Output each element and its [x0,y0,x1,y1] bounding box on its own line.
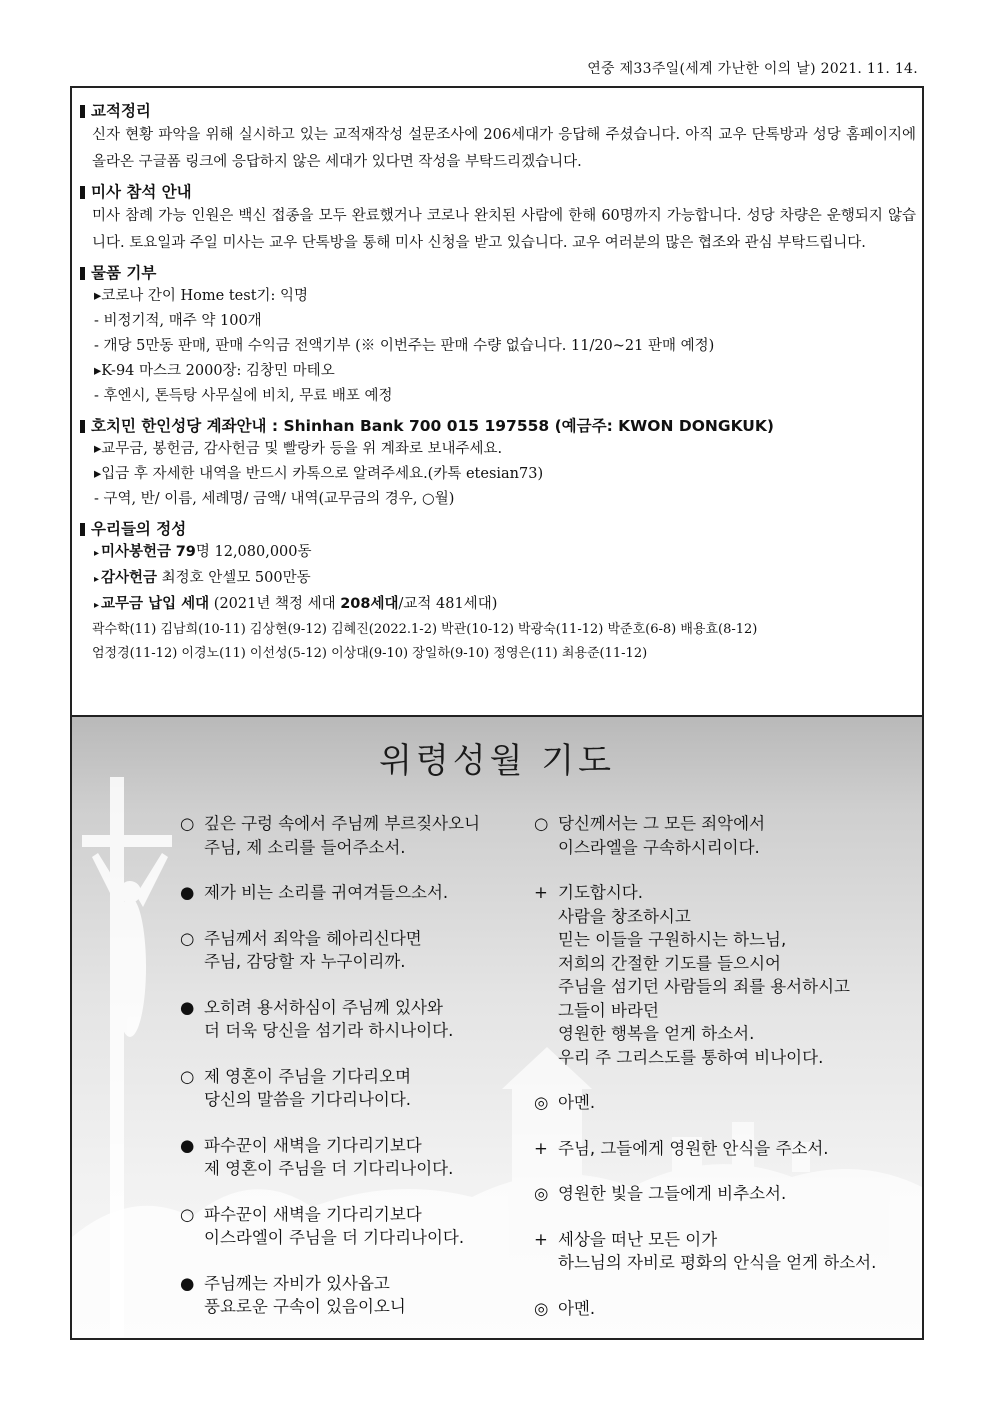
census-notice [80,100,916,175]
prayer-section [72,717,922,1338]
white-circle-icon: ○ [180,1066,195,1086]
psalm-verse: ○ 당신께서는 그 모든 죄악에서 이스라엘을 구속하시리이다. [534,814,766,857]
psalm-verse: ○ 제 영혼이 주님을 기다리오며 당신의 말씀을 기다리나이다. [180,1066,412,1109]
mass-title: 미사 참석 안내 [91,183,192,201]
census-title: 교적정리 [91,102,151,120]
petition: + 주님, 그들에게 영원한 안식을 주소서. [534,1137,914,1161]
double-circle-icon: ◎ [534,1184,549,1203]
donation-line: - 비정기적, 매주 약 100개 [94,313,262,329]
dues-names: 엄정경(11-12) 이경노(11) 이선성(5-12) 이상대(9-10) 장일하(9-10) 정영은(11) 최용준(11-12) [92,646,648,661]
offering-notice [80,518,916,666]
dues-names: 곽수학(11) 김남희(10-11) 김상현(9-12) 김혜진(2022.1-2) 박관(10-12) 박광숙(11-12) 박준호(6-8) 배용효(8-12) [92,622,758,637]
petition: + 세상을 떠난 모든 이가 하느님의 자비로 평화의 안식을 얻게 하소서. [534,1229,877,1272]
psalm-verse: ● 주님께는 자비가 있사옵고 풍요로운 구속이 있음이오니 [180,1273,406,1316]
donation-line: - 후엔시, 톤득탕 사무실에 비치, 무료 배포 예정 [94,388,393,404]
mass-notice [80,181,916,256]
mass-offering-line: ▸ 미사봉헌금 79명 12,080,000동 [94,544,312,560]
cross-icon: + [534,1138,548,1158]
square-bullet-icon [80,420,85,433]
cross-icon: + [534,1229,548,1249]
donation-line: - 개당 5만동 판매, 판매 수익금 전액기부 (※ 이번주는 판매 수량 없습니다. 11/20~21 판매 예정) [94,338,715,354]
square-bullet-icon [80,523,85,536]
census-body: 신자 현황 파악을 위해 실시하고 있는 교적재작성 설문조사에 206세대가 응답해 주셨습니다. 아직 교우 단톡방과 성당 홈페이지에 올라온 구글폼 링크에 응답하지 않은 세대가 있다면 작성을 부탁드리겠습니다. [92,127,916,170]
white-circle-icon: ○ [180,928,195,948]
prayer-title: 위령성월 기도 [379,741,615,781]
thanks-offering-line: ▸ 감사헌금 최정호 안셀모 500만동 [94,570,311,586]
response: ◎ 영원한 빛을 그들에게 비추소서. [534,1182,914,1206]
donation-line: ▸K-94 마스크 2000장: 김창민 마테오 [94,363,335,379]
donation-notice [80,262,916,409]
white-circle-icon: ○ [180,814,195,833]
black-circle-icon: ● [180,883,195,902]
black-circle-icon: ● [180,1135,195,1155]
double-circle-icon: ◎ [534,1298,549,1318]
donation-title: 물품 기부 [91,264,157,282]
account-line: - 구역, 반/ 이름, 세례명/ 금액/ 내역(교무금의 경우, ○월) [94,491,455,507]
prayer-left-column [180,812,530,1319]
psalm-verse: ● 오히려 용서하심이 주님께 있사와 더 더욱 당신을 섬기라 하시나이다. [180,997,454,1040]
account-title: 호치민 한인성당 계좌안내 : Shinhan Bank 700 015 197558 (예금주: KWON DONGKUK) [91,417,774,435]
closing-prayer: + 기도합시다. 사람을 창조하시고 믿는 이들을 구원하시는 하느님, 저희의 간절한 기도를 들으시어 주님을 섬기던 사람들의 죄를 용서하시고 그들이 바라던 영원한 행복을 얻게 하소서. 우리 주 그리스도를 통하여 비나이다. [534,883,850,1067]
psalm-verse: ○ 주님께서 죄악을 헤아리신다면 주님, 감당할 자 누구이리까. [180,928,422,971]
bulletin-frame [70,86,924,1340]
psalm-verse: ○ 깊은 구렁 속에서 주님께 부르짖사오니 주님, 제 소리를 들어주소서. [180,814,481,857]
offering-title: 우리들의 정성 [91,520,187,538]
white-circle-icon: ○ [180,1204,195,1224]
mass-body: 미사 참례 가능 인원은 백신 접종을 모두 완료했거나 코로나 완치된 사람에 한해 60명까지 가능합니다. 성당 차량은 운행되지 않습니다. 토요일과 주일 미사는 교우 단톡방을 통해 미사 신청을 받고 있습니다. 교우 여러분의 많은 협조와 관심 부탁드립니다. [92,208,916,251]
dues-line: ▸ 교무금 납입 세대 (2021년 책정 세대 208세대/교적 481세대) [94,596,498,612]
notices-section [72,88,922,717]
prayer-right-column [534,812,914,1320]
white-circle-icon: ○ [534,814,549,833]
psalm-verse: ● 파수꾼이 새벽을 기다리기보다 제 영혼이 주님을 더 기다리나이다. [180,1135,454,1178]
black-circle-icon: ● [180,1273,195,1293]
square-bullet-icon [80,186,85,199]
page-header: 연중 제33주일(세계 가난한 이의 날) 2021. 11. 14. [587,61,918,77]
double-circle-icon: ◎ [534,1093,549,1112]
square-bullet-icon [80,105,85,118]
square-bullet-icon [80,267,85,280]
amen-response: ◎ 아멘. [534,1297,914,1321]
black-circle-icon: ● [180,997,195,1017]
cross-icon: + [534,883,548,902]
account-notice [80,415,916,512]
psalm-verse: ○ 파수꾼이 새벽을 기다리기보다 이스라엘이 주님을 더 기다리나이다. [180,1204,465,1247]
amen-response: ◎ 아멘. [534,1091,914,1115]
account-line: ▸입금 후 자세한 내역을 반드시 카톡으로 알려주세요.(카톡 etesian73) [94,466,544,482]
account-line: ▸교무금, 봉헌금, 감사헌금 및 빨랑카 등을 위 계좌로 보내주세요. [94,441,503,457]
donation-line: ▸코로나 간이 Home test기: 익명 [94,288,309,304]
psalm-verse: ● 제가 비는 소리를 귀여겨들으소서. [180,881,530,905]
